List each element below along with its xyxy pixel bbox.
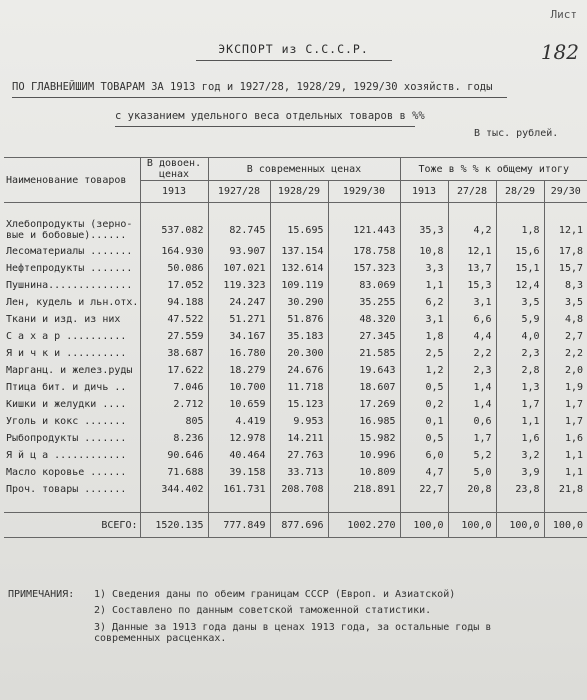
- value-cell: 18.279: [208, 362, 270, 379]
- table-row: [4, 396, 587, 413]
- value-cell: 20.300: [270, 345, 328, 362]
- percent-cell: 100,0: [496, 513, 544, 538]
- percent-cell: 2,3: [496, 345, 544, 362]
- percent-cell: 1,8: [400, 328, 448, 345]
- value-cell: 7.046: [140, 379, 208, 396]
- percent-cell: 3,1: [400, 311, 448, 328]
- value-cell: 12.978: [208, 430, 270, 447]
- percent-cell: 1,8: [496, 217, 544, 243]
- commodity-name: Проч. товары .......: [6, 484, 127, 495]
- value-cell: 107.021: [208, 260, 270, 277]
- percent-cell: 2,0: [544, 362, 587, 379]
- percent-cell: 35,3: [400, 217, 448, 243]
- value-cell: 157.323: [328, 260, 400, 277]
- value-cell: 27.559: [140, 328, 208, 345]
- percent-cell: 17,8: [544, 243, 587, 260]
- year-header: 1927/28: [208, 181, 270, 203]
- table-row: [4, 464, 587, 481]
- value-cell: 27.763: [270, 447, 328, 464]
- value-cell: 51.271: [208, 311, 270, 328]
- document-subtitle-2: с указанием удельного веса отдельных товаров в %%: [115, 110, 425, 122]
- percent-cell: 5,9: [496, 311, 544, 328]
- value-cell: 33.713: [270, 464, 328, 481]
- table-row: [4, 430, 587, 447]
- percent-cell: 15,7: [544, 260, 587, 277]
- percent-cell: 1,7: [448, 430, 496, 447]
- percent-cell: 1,9: [544, 379, 587, 396]
- value-cell: 90.646: [140, 447, 208, 464]
- value-cell: 19.643: [328, 362, 400, 379]
- value-cell: 164.930: [140, 243, 208, 260]
- value-cell: 119.323: [208, 277, 270, 294]
- percent-cell: 5,0: [448, 464, 496, 481]
- year-header: 27/28: [448, 181, 496, 203]
- value-cell: 40.464: [208, 447, 270, 464]
- percent-cell: 3,2: [496, 447, 544, 464]
- value-cell: 208.708: [270, 481, 328, 498]
- percent-cell: 4,0: [496, 328, 544, 345]
- table-row: [4, 413, 587, 430]
- group-current-header: В современных ценах: [208, 158, 400, 181]
- year-header: 1913: [140, 181, 208, 203]
- percent-cell: 3,5: [496, 294, 544, 311]
- commodity-name: Масло коровье ......: [6, 467, 127, 478]
- subtitle2-underline: [115, 126, 415, 127]
- year-header: 28/29: [496, 181, 544, 203]
- column-name-header: Наименование товаров: [4, 158, 140, 203]
- commodity-name: ВСЕГО:: [4, 513, 140, 538]
- commodity-name: Лесоматериалы .......: [6, 246, 133, 257]
- value-cell: 17.622: [140, 362, 208, 379]
- value-cell: 82.745: [208, 217, 270, 243]
- table-row: [4, 379, 587, 396]
- value-cell: 18.607: [328, 379, 400, 396]
- percent-cell: 3,1: [448, 294, 496, 311]
- percent-cell: 1,7: [544, 396, 587, 413]
- percent-cell: 2,7: [544, 328, 587, 345]
- percent-cell: 2,8: [496, 362, 544, 379]
- value-cell: 71.688: [140, 464, 208, 481]
- value-cell: 15.982: [328, 430, 400, 447]
- percent-cell: 15,6: [496, 243, 544, 260]
- percent-cell: 4,4: [448, 328, 496, 345]
- value-cell: 35.255: [328, 294, 400, 311]
- commodity-name: Птица бит. и дичь ..: [6, 382, 127, 393]
- table-row: [4, 277, 587, 294]
- percent-cell: 6,6: [448, 311, 496, 328]
- value-cell: 10.996: [328, 447, 400, 464]
- value-cell: 1002.270: [328, 513, 400, 538]
- value-cell: 15.123: [270, 396, 328, 413]
- percent-cell: 0,2: [400, 396, 448, 413]
- percent-cell: 3,3: [400, 260, 448, 277]
- document-subtitle: ПО ГЛАВНЕЙШИМ ТОВАРАМ ЗА 1913 год и 1927/28, 1928/29, 1929/30 хозяйств. годы: [12, 81, 493, 93]
- percent-cell: 1,1: [544, 464, 587, 481]
- percent-cell: 1,6: [544, 430, 587, 447]
- commodity-name: Рыбопродукты .......: [6, 433, 127, 444]
- value-cell: 10.809: [328, 464, 400, 481]
- notes-heading: ПРИМЕЧАНИЯ:: [8, 589, 75, 600]
- percent-cell: 0,6: [448, 413, 496, 430]
- value-cell: 50.086: [140, 260, 208, 277]
- corner-mark: Лист: [550, 8, 577, 21]
- commodity-name: Пушнина..............: [6, 280, 133, 291]
- table-row: [4, 447, 587, 464]
- percent-cell: 0,1: [400, 413, 448, 430]
- value-cell: 17.269: [328, 396, 400, 413]
- value-cell: 51.876: [270, 311, 328, 328]
- year-header: 1929/30: [328, 181, 400, 203]
- value-cell: 4.419: [208, 413, 270, 430]
- note-item: 3) Данные за 1913 года даны в ценах 1913 года, за остальные годы в современных расценках.: [94, 622, 492, 644]
- value-cell: 9.953: [270, 413, 328, 430]
- commodity-name: Уголь и кокс .......: [6, 416, 127, 427]
- page-number: 182: [540, 40, 579, 64]
- commodity-name: Лен, кудель и льн.отх.: [6, 297, 139, 308]
- percent-cell: 12,1: [448, 243, 496, 260]
- value-cell: 35.183: [270, 328, 328, 345]
- percent-cell: 20,8: [448, 481, 496, 498]
- commodity-name: Хлебопродукты (зерно-вые и бобовые)......: [6, 219, 133, 241]
- value-cell: 344.402: [140, 481, 208, 498]
- percent-cell: 1,2: [400, 362, 448, 379]
- percent-cell: 8,3: [544, 277, 587, 294]
- commodity-name: Нефтепродукты .......: [6, 263, 133, 274]
- value-cell: 27.345: [328, 328, 400, 345]
- value-cell: 11.718: [270, 379, 328, 396]
- value-cell: 30.290: [270, 294, 328, 311]
- table-header-groups: [4, 158, 587, 181]
- percent-cell: 2,3: [448, 362, 496, 379]
- value-cell: 21.585: [328, 345, 400, 362]
- percent-cell: 1,1: [544, 447, 587, 464]
- commodity-name: С а х а р ..........: [6, 331, 127, 342]
- value-cell: 121.443: [328, 217, 400, 243]
- value-cell: 34.167: [208, 328, 270, 345]
- percent-cell: 3,5: [544, 294, 587, 311]
- percent-cell: 3,9: [496, 464, 544, 481]
- table-row: [4, 345, 587, 362]
- group-share-header: Тоже в % % к общему итогу: [400, 158, 587, 181]
- percent-cell: 15,1: [496, 260, 544, 277]
- value-cell: 132.614: [270, 260, 328, 277]
- percent-cell: 6,0: [400, 447, 448, 464]
- value-cell: 178.758: [328, 243, 400, 260]
- percent-cell: 1,7: [496, 396, 544, 413]
- value-cell: 2.712: [140, 396, 208, 413]
- percent-cell: 4,7: [400, 464, 448, 481]
- value-cell: 48.320: [328, 311, 400, 328]
- percent-cell: 1,1: [496, 413, 544, 430]
- value-cell: 161.731: [208, 481, 270, 498]
- value-cell: 24.676: [270, 362, 328, 379]
- group-prewar-header: В довоен. ценах: [140, 158, 208, 181]
- value-cell: 877.696: [270, 513, 328, 538]
- units-label: В тыс. рублей.: [474, 128, 559, 139]
- year-header: 29/30: [544, 181, 587, 203]
- percent-cell: 100,0: [448, 513, 496, 538]
- table-row: [4, 260, 587, 277]
- percent-cell: 4,8: [544, 311, 587, 328]
- value-cell: 16.780: [208, 345, 270, 362]
- percent-cell: 100,0: [400, 513, 448, 538]
- value-cell: 14.211: [270, 430, 328, 447]
- value-cell: 94.188: [140, 294, 208, 311]
- note-item: 2) Составлено по данным советской таможенной статистики.: [94, 605, 432, 616]
- commodity-name: Кишки и желудки ....: [6, 399, 127, 410]
- percent-cell: 15,3: [448, 277, 496, 294]
- percent-cell: 10,8: [400, 243, 448, 260]
- value-cell: 1520.135: [140, 513, 208, 538]
- value-cell: 17.052: [140, 277, 208, 294]
- value-cell: 83.069: [328, 277, 400, 294]
- percent-cell: 0,5: [400, 379, 448, 396]
- percent-cell: 1,6: [496, 430, 544, 447]
- commodity-name: Ткани и изд. из них: [6, 314, 121, 325]
- table-row: [4, 311, 587, 328]
- value-cell: 537.082: [140, 217, 208, 243]
- document-title: ЭКСПОРТ из С.С.С.Р.: [218, 42, 369, 56]
- subtitle-underline: [12, 97, 507, 98]
- year-header: 1928/29: [270, 181, 328, 203]
- value-cell: 109.119: [270, 277, 328, 294]
- percent-cell: 23,8: [496, 481, 544, 498]
- value-cell: 39.158: [208, 464, 270, 481]
- table-row: [4, 481, 587, 498]
- commodity-name: Я й ц а ............: [6, 450, 127, 461]
- percent-cell: 12,4: [496, 277, 544, 294]
- percent-cell: 12,1: [544, 217, 587, 243]
- percent-cell: 0,5: [400, 430, 448, 447]
- percent-cell: 4,2: [448, 217, 496, 243]
- percent-cell: 1,4: [448, 396, 496, 413]
- percent-cell: 1,4: [448, 379, 496, 396]
- title-underline: [196, 60, 392, 61]
- percent-cell: 1,3: [496, 379, 544, 396]
- value-cell: 218.891: [328, 481, 400, 498]
- value-cell: 38.687: [140, 345, 208, 362]
- percent-cell: 21,8: [544, 481, 587, 498]
- percent-cell: 100,0: [544, 513, 587, 538]
- percent-cell: 5,2: [448, 447, 496, 464]
- percent-cell: 22,7: [400, 481, 448, 498]
- value-cell: 16.985: [328, 413, 400, 430]
- value-cell: 777.849: [208, 513, 270, 538]
- percent-cell: 1,1: [400, 277, 448, 294]
- value-cell: 15.695: [270, 217, 328, 243]
- export-table: [4, 157, 587, 538]
- value-cell: 8.236: [140, 430, 208, 447]
- percent-cell: 2,5: [400, 345, 448, 362]
- percent-cell: 1,7: [544, 413, 587, 430]
- table-row: [4, 362, 587, 379]
- percent-cell: 2,2: [448, 345, 496, 362]
- percent-cell: 2,2: [544, 345, 587, 362]
- commodity-name: Я и ч к и ..........: [6, 348, 127, 359]
- percent-cell: 13,7: [448, 260, 496, 277]
- percent-cell: 6,2: [400, 294, 448, 311]
- value-cell: 805: [140, 413, 208, 430]
- value-cell: 47.522: [140, 311, 208, 328]
- table-row: [4, 328, 587, 345]
- value-cell: 10.659: [208, 396, 270, 413]
- value-cell: 10.700: [208, 379, 270, 396]
- table-row: [4, 294, 587, 311]
- table-row: [4, 217, 587, 243]
- year-header: 1913: [400, 181, 448, 203]
- value-cell: 93.907: [208, 243, 270, 260]
- note-item: 1) Сведения даны по обеим границам СССР (Европ. и Азиатской): [94, 589, 456, 600]
- table-total-row: [4, 513, 587, 538]
- value-cell: 24.247: [208, 294, 270, 311]
- table-row: [4, 243, 587, 260]
- value-cell: 137.154: [270, 243, 328, 260]
- commodity-name: Марганц. и желез.руды: [6, 365, 133, 376]
